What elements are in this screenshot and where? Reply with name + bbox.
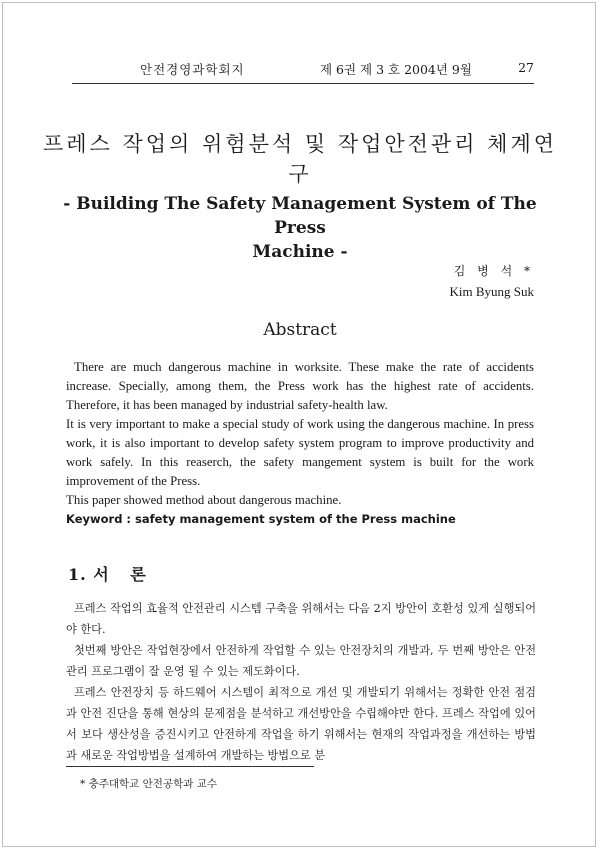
author-name-english: Kim Byung Suk <box>449 284 534 299</box>
abstract-paragraph: This paper showed method about dangerous machine. <box>66 493 342 507</box>
title-english-line-1: - Building The Safety Management System of The Press <box>63 194 537 238</box>
section-number: 1. <box>68 565 87 584</box>
abstract-paragraph: There are much dangerous machine in worksite. These make the rate of accidents increase. Specially, among them, the Press work has the highest rate of accidents. Therefore, it has been managed by industrial safety-health law. <box>66 360 534 412</box>
issue-info: 제 6권 제 3 호 2004년 9월 <box>320 62 472 77</box>
page-number: 27 <box>518 60 534 75</box>
body-paragraph: 첫번째 방안은 작업현장에서 안전하게 작업할 수 있는 안전장치의 개발과, 두 번째 방안은 안전관리 프로그램이 잘 운영 될 수 있는 제도화이다. <box>66 644 536 678</box>
footnote-divider <box>66 766 314 767</box>
abstract-body <box>66 358 534 529</box>
title-korean: 프레스 작업의 위험분석 및 작업안전관리 체계연구 <box>42 132 558 186</box>
abstract-paragraph: It is very important to make a special study of work using the dangerous machine. In press work, it is also important to develop safety system program to improve productivity and work safely. In this reaserch, the safety mangement system is built for the work improvement of the Press. <box>66 417 534 488</box>
running-header <box>72 60 534 80</box>
footnote-affiliation: * 충주대학교 안전공학과 교수 <box>80 778 217 790</box>
header-divider <box>72 83 534 84</box>
body-paragraph: 프레스 안전장치 등 하드웨어 시스템이 최적으로 개선 및 개발되기 위해서는 정확한 안전 점검과 안전 진단을 통해 현상의 문제점을 분석하고 개선방안을 수립해야만 한다. 프레스 작업에 있어서 보다 생산성을 증진시키고 안전하게 작업을 하기 위해서는 현재의 작업과정을 개선하는 방법과 새로운 작업방법을 설계하여 개발하는 방법으로 분 <box>66 686 536 762</box>
title-english <box>60 192 540 264</box>
section-title: 서 론 <box>93 565 154 584</box>
section-heading-introduction <box>68 562 154 585</box>
journal-name: 안전경영과학회지 <box>140 62 245 77</box>
body-paragraph: 프레스 작업의 효율적 안전관리 시스템 구축을 위해서는 다음 2지 방안이 호환성 있게 실행되어야 한다. <box>66 602 536 636</box>
author-name-korean: 김 병 석 * <box>453 264 534 278</box>
abstract-heading: Abstract <box>263 320 337 340</box>
title-english-line-2: Machine - <box>252 242 348 262</box>
keywords: Keyword : safety management system of the Press machine <box>66 512 456 526</box>
section-body <box>66 598 536 766</box>
